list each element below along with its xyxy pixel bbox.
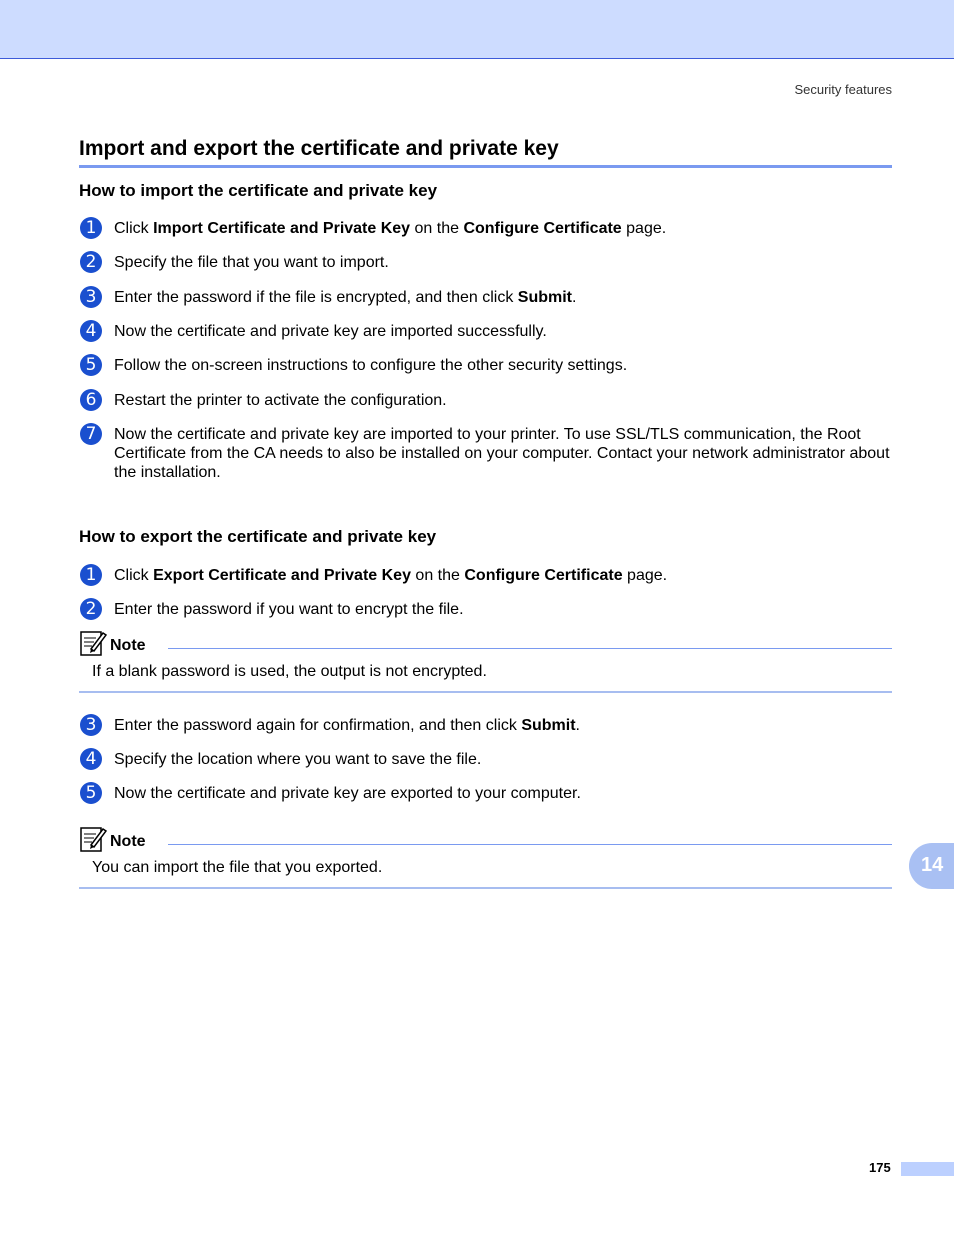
step-number-icon: 2 [80, 251, 102, 273]
header-band [0, 0, 954, 59]
chapter-tab: 14 [909, 843, 954, 889]
note-box [79, 629, 892, 693]
import-step-6 [80, 391, 890, 411]
import-step-5 [80, 356, 890, 376]
step-number-icon: 4 [80, 748, 102, 770]
step-number-icon: 5 [80, 354, 102, 376]
step-number-icon: 1 [80, 564, 102, 586]
export-step-2 [80, 600, 890, 620]
step-text: Restart the printer to activate the configuration. [114, 392, 447, 409]
step-text: Enter the password if you want to encrypt the file. [114, 601, 464, 618]
import-step-1 [80, 219, 890, 239]
page-number: 175 [869, 1160, 891, 1175]
step-text: Enter the password again for confirmation, and then click Submit. [114, 717, 580, 734]
step-text: Specify the location where you want to save the file. [114, 751, 482, 768]
step-text: Click Import Certificate and Private Key on the Configure Certificate page. [114, 220, 667, 237]
note-label: Note [110, 637, 146, 654]
step-number-icon: 3 [80, 714, 102, 736]
export-step-5 [80, 784, 890, 804]
step-number-icon: 2 [80, 598, 102, 620]
export-heading: How to export the certificate and private key [79, 527, 437, 546]
import-step-4 [80, 322, 890, 342]
note-header [79, 629, 892, 659]
note-box [79, 825, 892, 889]
step-number-icon: 6 [80, 389, 102, 411]
note-text: You can import the file that you exported. [92, 859, 383, 876]
note-header [79, 825, 892, 855]
note-divider [168, 648, 892, 649]
step-text: Click Export Certificate and Private Key on the Configure Certificate page. [114, 567, 668, 584]
step-number-icon: 4 [80, 320, 102, 342]
import-step-3 [80, 288, 890, 308]
step-text: Enter the password if the file is encrypted, and then click Submit. [114, 289, 577, 306]
import-step-7 [80, 425, 890, 482]
section-title: Import and export the certificate and private key [79, 137, 892, 168]
step-text: Now the certificate and private key are imported successfully. [114, 323, 547, 340]
running-head: Security features [794, 82, 892, 97]
page-number-bar [901, 1162, 954, 1176]
step-number-icon: 1 [80, 217, 102, 239]
step-text: Now the certificate and private key are imported to your printer. To use SSL/TLS communication, the Root Certificate from the CA needs to also be installed on your computer. Contact your network administrator about the installation. [114, 426, 890, 481]
step-text: Follow the on-screen instructions to configure the other security settings. [114, 357, 628, 374]
step-number-icon: 5 [80, 782, 102, 804]
step-text: Now the certificate and private key are exported to your computer. [114, 785, 581, 802]
import-step-2 [80, 253, 890, 273]
note-divider [168, 844, 892, 845]
note-label: Note [110, 833, 146, 850]
export-step-4 [80, 750, 890, 770]
export-step-3 [80, 716, 890, 736]
step-number-icon: 7 [80, 423, 102, 445]
import-heading: How to import the certificate and private key [79, 181, 438, 200]
note-text: If a blank password is used, the output is not encrypted. [92, 663, 487, 680]
note-pencil-icon [79, 629, 107, 657]
export-step-1 [80, 566, 890, 586]
note-pencil-icon [79, 825, 107, 853]
step-text: Specify the file that you want to import. [114, 254, 389, 271]
step-number-icon: 3 [80, 286, 102, 308]
